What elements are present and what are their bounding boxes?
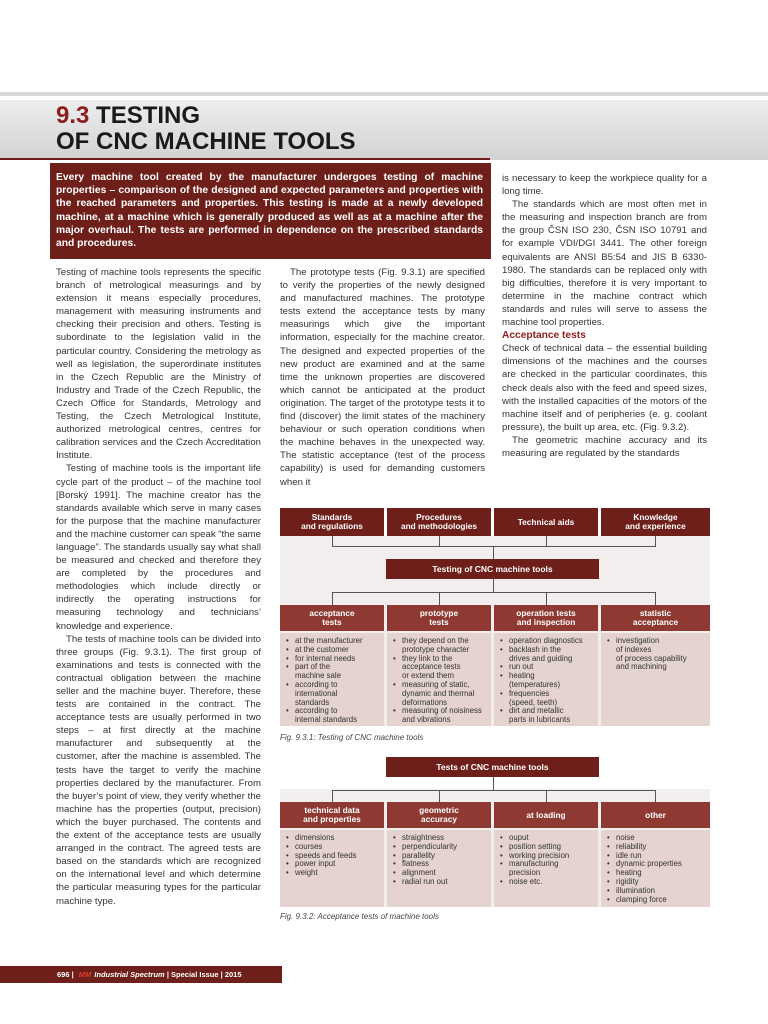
fig2-list-cell [280, 830, 384, 907]
fig1-group-header: operation tests and inspection [494, 605, 598, 631]
list-item: • manufacturing [509, 860, 595, 869]
list-item: • operation diagnostics [509, 637, 595, 646]
connector [493, 579, 494, 592]
list-item: • working precision [509, 852, 595, 861]
list-item: • rigidity [616, 878, 707, 887]
connector [546, 790, 547, 802]
connector [655, 592, 656, 605]
fig1-top-box: Standards and regulations [280, 508, 384, 536]
footer-bar: 696 | MM Industrial Spectrum | Special Issue | 2015 [0, 966, 282, 983]
list-item: prototype character [402, 644, 470, 654]
section-number: 9.3 [56, 102, 90, 129]
list-item: • dimensions [295, 834, 381, 843]
list-item: • alignment [402, 869, 488, 878]
list-item: • weight [295, 869, 381, 878]
figure-caption: Fig. 9.3.2: Acceptance tests of machine tools [280, 912, 439, 921]
list-item: • clamping force [616, 896, 707, 905]
connector [439, 790, 440, 802]
issue-year: 2015 [224, 970, 242, 979]
paragraph: The standards which are most often met in the measuring and inspection branch are from the group ČSN ISO 230, ČSN ISO 10791 and for example VDI/DGI 3441. The other foreign equivalents are ANSI B5:54 and JIS B 6330-1980. The standards can be replaced only with big difficulties, therefore it is very important to determine in the machine contract which standards and rules will serve to assess the machine tool properties. [502, 199, 707, 329]
list-item: • measuring of static, [402, 681, 488, 690]
column-3 [502, 172, 707, 460]
list-item: • dynamic properties [616, 860, 707, 869]
list-item: • noise etc. [509, 878, 595, 887]
column-2 [280, 266, 485, 489]
list-item: • power input [295, 860, 381, 869]
intro-box: Every machine tool created by the manufacturer undergoes testing of machine properties – comparison of the designed and expected parameters and properties with the reached parameters and properties. This testing is made at a newly developed machine, at a machine which is generally produced as well as at a machine after the major overhaul. The tests are performed in dependence on the prescribed standards and procedures. [50, 163, 491, 259]
list-item: • frequencies [509, 690, 595, 699]
list-item: internal standards [295, 715, 357, 725]
list-item: • at the customer [295, 646, 381, 655]
list-item: and machining [616, 662, 667, 672]
fig1-list-cell [280, 633, 384, 726]
connector [332, 790, 333, 802]
subheading: Acceptance tests [502, 330, 586, 342]
fig2-group-header: technical data and properties [280, 802, 384, 828]
list-item: • they link to the [402, 655, 488, 664]
connector [493, 777, 494, 790]
issue-label: Special Issue [171, 970, 219, 979]
list-item: • backlash in the [509, 646, 595, 655]
section-title [56, 103, 356, 155]
paragraph: The prototype tests (Fig. 9.3.1) are specified to verify the properties of the newly designed and manufactured machines. The prototype tests extend the acceptance tests by many measurings which give the important information, especially for the machine creator. The designed and expected properties of the new product are examined and at the same time the unknown properties are discovered which cannot be anticipated at the product origination. The target of the prototype tests it to find (discover) the limit states of the machinery behaviour or such operation conditions when the machine behaves in the unexpected way. The statistic acceptance (test of the process capability) is used for demanding customers when it [280, 267, 485, 488]
list-item: • heating [509, 672, 595, 681]
paragraph: Check of technical data – the essential building dimensions of the machines and the courses are checked in the particular coordinates, this check deals also with the feed and speed sizes, with the installed capacities of the motors of the machine itself and of peripheries (e. g. coolant pressure), the built up area, etc. (Fig. 9.3.2). [502, 343, 707, 433]
paragraph: Testing of machine tools is the important life cycle part of the product – of the machine tool [Borský 1991]. The machine creator has the standards available which serve in many cases for the purpose that the machine manufacturer and the machine customer can speak “the same language”. The standards usually say what shall be measured and checked and therefore they are completed by the procedures and methodologies which include directly or indirectly the operating instructions for measuring technology and technicians’ knowledge and experience. [56, 463, 261, 632]
figure-testing-cnc [280, 508, 710, 726]
title-underline [0, 158, 490, 160]
list-item: • investigation [616, 637, 707, 646]
column-1 [56, 266, 261, 908]
connector [332, 592, 656, 593]
connector [439, 536, 440, 546]
figure-acceptance-tests [280, 757, 710, 907]
list-item: • speeds and feeds [295, 852, 381, 861]
list-item: or extend them [402, 671, 455, 681]
fig1-top-box: Procedures and methodologies [387, 508, 491, 536]
list-item: • reliability [616, 843, 707, 852]
fig2-list-cell [387, 830, 491, 907]
paragraph: Testing of machine tools represents the specific branch of metrological measurings and by extension it means especially procedures, management with measuring instruments and checking their precision and others. Testing is subordinate to the legislation valid in the particular country. Considering the metrology as well as legislation, the superordinate institutes in the Czech Republic are the Ministry of Industry and Trade of the Czech Republic, the Czech Office for Standards, Metrology and Testing, the Czech Metrological Institute, authorized metrological centres, centres for calibration services and the Czech Accreditation Institute. [56, 267, 261, 462]
connector [493, 546, 494, 559]
list-item: international [295, 688, 338, 698]
connector [655, 790, 656, 802]
brand-logo: MM [78, 970, 92, 979]
paragraph: The tests of machine tools can be divided into three groups (Fig. 9.3.1). The first group of examinations and tests is connected with the contractual obligation between the machine seller and the machine buyer. Therefore, these tests are contained in the contract. The acceptance tests are usually performed in two steps – at first directly at the machine manufacturer and subsequently at the customer, after the machine is assembled. The tests have the target to verify the machine properties declared by the manufacturer. From the buyer’s point of view, they verify whether the machine has the properties (output, precision) which the buyer purchased. The contents and the extent of the acceptance tests are usually arranged in the contract. The agreed tests are based on the standards which are recognized on the international level and which determine the particular measuring types for the particular machine type. [56, 633, 261, 907]
list-item: • according to [295, 681, 381, 690]
fig2-group-header: at loading [494, 802, 598, 828]
list-item: • run out [509, 663, 595, 672]
connector [332, 790, 656, 791]
publication-name: Industrial Spectrum [94, 970, 165, 979]
connector [439, 592, 440, 605]
list-item: precision [509, 868, 541, 878]
list-item: • radial run out [402, 878, 488, 887]
list-item: • idle run [616, 852, 707, 861]
list-item: • courses [295, 843, 381, 852]
list-item: of indexes [616, 644, 652, 654]
list-item: • flatness [402, 860, 488, 869]
list-item: • at the manufacturer [295, 637, 381, 646]
fig1-list-cell [494, 633, 598, 726]
fig1-top-box: Knowledge and experience [601, 508, 710, 536]
list-item: • for internal needs [295, 655, 381, 664]
list-item: • position setting [509, 843, 595, 852]
title-line-1: TESTING [96, 102, 201, 129]
list-item: • they depend on the [402, 637, 488, 646]
list-item: of process capability [616, 653, 687, 663]
list-item: (speed, teeth) [509, 697, 558, 707]
list-item: parts in lubricants [509, 715, 571, 725]
list-item: • parallelity [402, 852, 488, 861]
page-number: 696 [57, 970, 70, 979]
fig2-list-cell [601, 830, 710, 907]
list-item: and vibrations [402, 715, 451, 725]
list-item: • according to [295, 707, 381, 716]
list-item: drives and guiding [509, 653, 573, 663]
list-item: • heating [616, 869, 707, 878]
fig1-center-box: Testing of CNC machine tools [386, 559, 599, 579]
connector [332, 592, 333, 605]
list-item: • dirt and metallic [509, 707, 595, 716]
paragraph: is necessary to keep the workpiece quality for a long time. [502, 173, 707, 198]
list-item: • ouput [509, 834, 595, 843]
list-item: • illumination [616, 887, 707, 896]
list-item: • part of the [295, 663, 381, 672]
connector [655, 536, 656, 546]
connector [546, 592, 547, 605]
fig1-list-cell [387, 633, 491, 726]
title-line-2: OF CNC MACHINE TOOLS [56, 128, 356, 155]
fig2-list-cell [494, 830, 598, 907]
list-item: • perpendicularity [402, 843, 488, 852]
fig1-group-header: statistic acceptance [601, 605, 710, 631]
connector [332, 536, 333, 546]
fig2-group-header: other [601, 802, 710, 828]
list-item: • measuring of noisiness [402, 707, 488, 716]
list-item: standards [295, 697, 330, 707]
paragraph: The geometric machine accuracy and its measuring are regulated by the standards [502, 434, 707, 459]
list-item: acceptance tests [402, 662, 461, 672]
connector [332, 546, 656, 547]
fig1-group-header: acceptance tests [280, 605, 384, 631]
list-item: • straightness [402, 834, 488, 843]
list-item: • noise [616, 834, 707, 843]
top-rule [0, 92, 768, 96]
figure-caption: Fig. 9.3.1: Testing of CNC machine tools [280, 733, 424, 742]
fig1-group-header: prototype tests [387, 605, 491, 631]
list-item: machine sale [295, 671, 341, 681]
list-item: (temperatures) [509, 679, 561, 689]
fig1-list-cell [601, 633, 710, 726]
list-item: deformations [402, 697, 448, 707]
fig2-center-box: Tests of CNC machine tools [386, 757, 599, 777]
connector [546, 536, 547, 546]
list-item: dynamic and thermal [402, 688, 475, 698]
fig1-top-box: Technical aids [494, 508, 598, 536]
fig2-group-header: geometric accuracy [387, 802, 491, 828]
